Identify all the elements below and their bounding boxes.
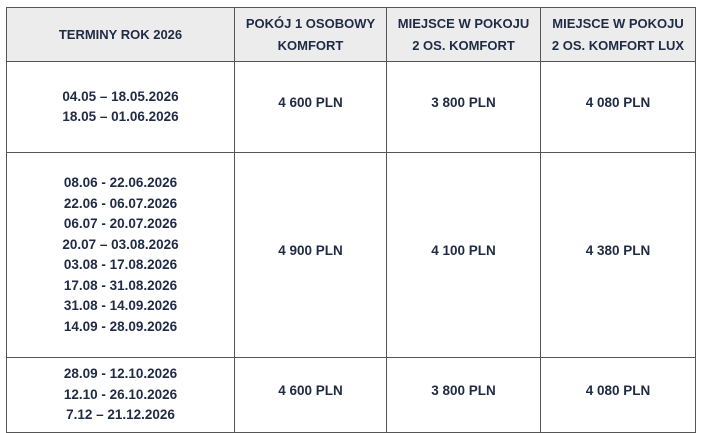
price-cell: 4 600 PLN bbox=[235, 358, 387, 433]
date-range: 17.08 - 31.08.2026 bbox=[63, 277, 178, 293]
price-cell: 4 900 PLN bbox=[235, 153, 387, 358]
table-row bbox=[7, 153, 696, 358]
header-text: KOMFORT bbox=[277, 37, 344, 53]
price-cell: 3 800 PLN bbox=[387, 358, 541, 433]
date-range: 31.08 - 14.09.2026 bbox=[63, 298, 178, 313]
date-range: 12.10 - 26.10.2026 bbox=[63, 386, 178, 402]
price-cell: 3 800 PLN bbox=[387, 62, 541, 153]
header-single-room bbox=[235, 8, 387, 62]
price-cell: 4 080 PLN bbox=[541, 62, 696, 153]
date-range: 18.05 – 01.06.2026 bbox=[62, 109, 179, 124]
header-text: TERMINY ROK 2026 bbox=[58, 26, 183, 42]
date-range: 20.07 – 03.08.2026 bbox=[62, 236, 179, 252]
table-row bbox=[7, 358, 696, 433]
table-row bbox=[7, 62, 696, 153]
dates-cell bbox=[7, 153, 235, 358]
price-cell: 4 080 PLN bbox=[541, 358, 696, 433]
header-text: POKÓJ 1 OSOBOWY bbox=[245, 15, 376, 31]
header-row bbox=[7, 8, 696, 62]
date-range: 28.09 - 12.10.2026 bbox=[63, 366, 178, 382]
date-range: 03.08 - 17.08.2026 bbox=[63, 257, 178, 272]
header-text: MIEJSCE W POKOJU bbox=[552, 15, 684, 31]
header-double-room bbox=[387, 8, 541, 62]
header-text: 2 OS. KOMFORT bbox=[412, 37, 515, 53]
price-cell: 4 100 PLN bbox=[387, 153, 541, 358]
header-double-room-lux bbox=[541, 8, 696, 62]
header-dates bbox=[7, 8, 235, 62]
date-range: 14.09 - 28.09.2026 bbox=[63, 318, 178, 334]
date-range: 08.06 - 22.06.2026 bbox=[63, 175, 178, 190]
dates-cell bbox=[7, 62, 235, 153]
price-cell: 4 600 PLN bbox=[235, 62, 387, 153]
header-text: MIEJSCE W POKOJU bbox=[397, 15, 530, 31]
date-range: 04.05 – 18.05.2026 bbox=[62, 88, 179, 104]
date-range: 7.12 – 21.12.2026 bbox=[66, 407, 175, 423]
date-range: 06.07 - 20.07.2026 bbox=[63, 216, 178, 231]
price-table bbox=[6, 7, 696, 433]
dates-cell bbox=[7, 358, 235, 433]
price-cell: 4 380 PLN bbox=[541, 153, 696, 358]
header-text: 2 OS. KOMFORT LUX bbox=[551, 37, 685, 53]
date-range: 22.06 - 06.07.2026 bbox=[63, 195, 178, 211]
